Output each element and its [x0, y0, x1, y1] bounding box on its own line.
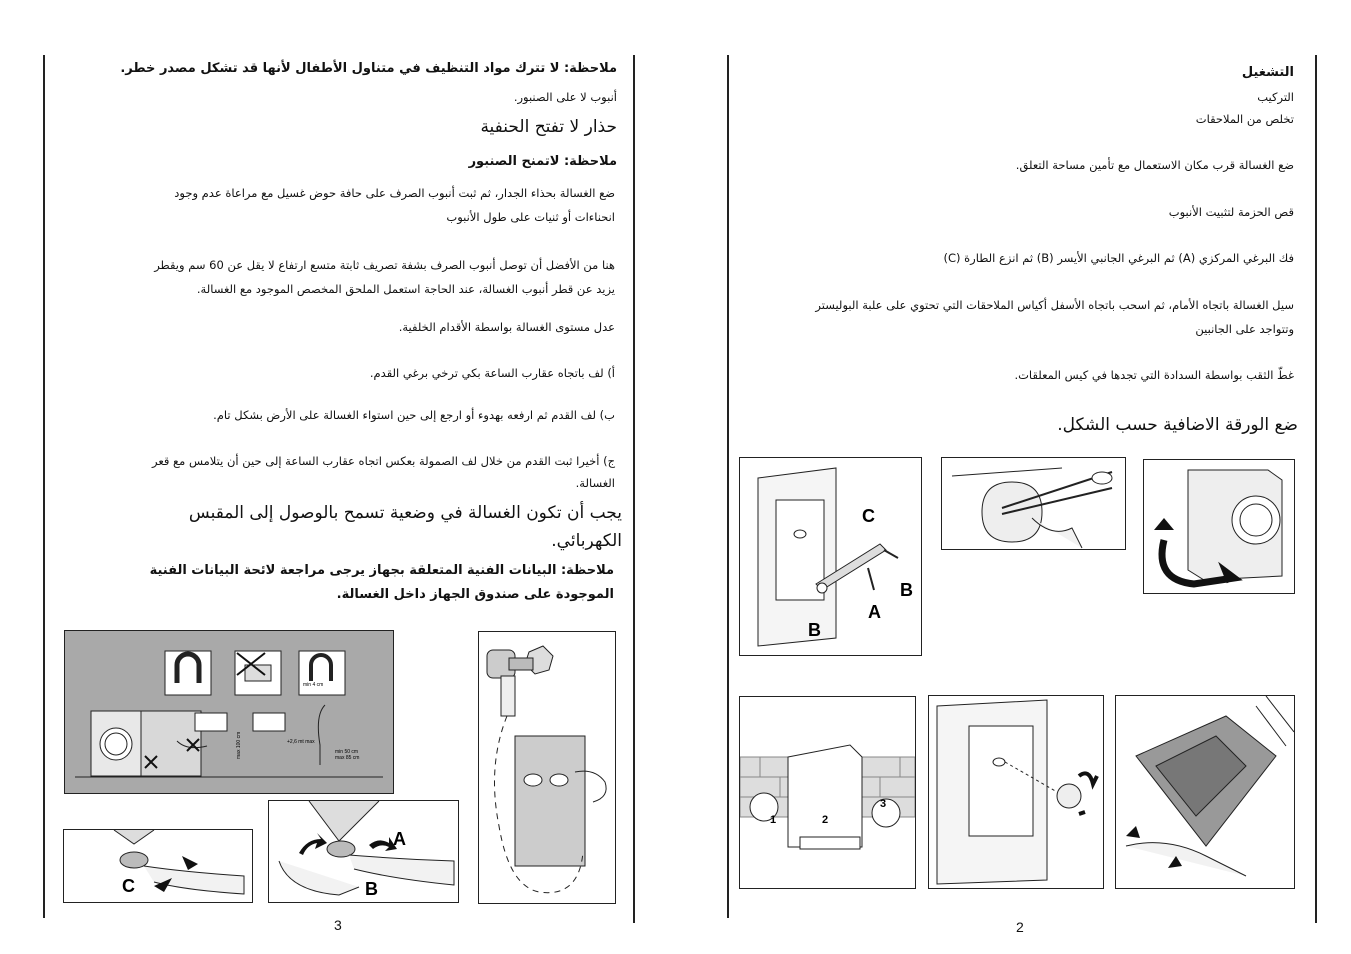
line-place: ضع الغسالة قرب مكان الاستعمال مع تأمين مساحة التعلق.: [1015, 158, 1294, 172]
section-title: التشغيل: [1241, 65, 1294, 80]
line-note: ضع الورقة الاضافية حسب الشكل.: [1057, 415, 1298, 435]
warning-valve: حذار لا تفتح الحنفية: [480, 117, 617, 137]
foot-label-b: B: [365, 879, 378, 899]
remove-bags-drawing: [1116, 696, 1294, 888]
line-bolts: فك البرغي المركزي (A) ثم البرغي الجانبي الأيسر (B) ثم انزع الطارة (C): [943, 251, 1294, 265]
para6-line2: الغسالة.: [575, 476, 615, 490]
para5: ب) لف القدم ثم ارفعه بهدوء أو ارجع إلى حين استواء الغسالة على الأرض بشكل تام.: [213, 408, 615, 422]
line-tilt1: سيل الغسالة باتجاه الأمام، ثم اسحب باتجاه الأسفل أكياس الملاحقات التي تحتوي على علبة البوليستر: [815, 298, 1294, 312]
cover-hole-drawing: [929, 696, 1103, 888]
step-label-1: 1: [770, 814, 777, 826]
foot-adjust-c-figure: [63, 829, 253, 903]
machine-tilt-figure: [1143, 459, 1295, 594]
bolt-label-b-left: B: [808, 620, 821, 640]
para6-line1: ج) أخيرا ثبت القدم من خلال لف الصمولة بعكس اتجاه عقارب الساعة إلى حين أن يتلامس مع قعر: [151, 454, 615, 468]
drain-installation-drawing: [65, 631, 393, 793]
para1-line2: انحناءات أو ثنيات على طول الأنبوب: [446, 210, 615, 224]
tap-hose-figure: [478, 631, 616, 904]
note-tap-title: ملاحظة: لاتمنح الصنبور: [468, 154, 617, 169]
bolt-label-b-right: B: [900, 580, 913, 600]
tap-hose-drawing: [479, 632, 615, 903]
line-cut: قص الحزمة لتثبيت الأنبوب: [1168, 205, 1294, 219]
cover-hole-figure: [928, 695, 1104, 889]
warning-power-line1: يجب أن تكون الغسالة في وضعية تسمح بالوصول إلى المقبس: [188, 503, 622, 523]
step-label-3: 3: [880, 798, 887, 810]
max-85cm-label: max 85 cm: [335, 755, 360, 761]
para4: أ) لف باتجاه عقارب الساعة بكي ترخي برغي القدم.: [369, 366, 615, 380]
foot-adjust-ab-figure: [268, 800, 459, 903]
para2-line1: هنا من الأفضل أن توصل أنبوب الصرف بشفة تصريف ثابتة متسع ارتفاع لا يقل عن 60 سم ويقطر: [154, 258, 615, 272]
left-page-number: 3: [334, 917, 342, 933]
para2-line2: يزيد عن قطر أنبوب الغسالة، عند الحاجة استعمل الملحق المخصص الموجود مع الغسالة.: [196, 282, 615, 296]
min-50cm-label: min 50 cm: [335, 749, 359, 755]
line-remove-packaging: تخلص من الملاحقات: [1195, 112, 1294, 126]
right-page-right-border: [1315, 55, 1317, 923]
para1-line1: ضع الغسالة بحذاء الجدار، ثم ثبت أنبوب الصرف على حافة حوض غسيل مع مراعاة عدم وجود: [174, 186, 615, 200]
machine-back-steps-figure: [739, 696, 916, 889]
step-label-2: 2: [822, 814, 829, 826]
right-page-number: 2: [1016, 919, 1024, 935]
max-2-6mt-label: +2,6 mt max: [287, 739, 315, 745]
min-4cm-label: min 4 cm: [303, 682, 324, 688]
note-spec-line1: ملاحظة: البيانات الفنية المتعلقة بجهاز يرجى مراجعة لائحة البيانات الفنية: [149, 563, 614, 578]
line-close: غطّ الثقب بواسطة السدادة التي تجدها في كيس المعلقات.: [1014, 368, 1294, 382]
bolt-label-a: A: [868, 602, 881, 622]
foot-c-drawing: [64, 830, 252, 902]
note-spec-line2: الموجودة على صندوق الجهاز داخل الغسالة.: [336, 587, 614, 602]
right-page-left-border: [727, 55, 729, 918]
line-tilt2: وتتواجد على الجانبين: [1195, 322, 1294, 336]
machine-back-steps-drawing: [740, 697, 915, 888]
note-softener: ملاحظة: لا تترك مواد التنظيف في متناول الأطفال لأنها قد تشكل مصدر خطر.: [120, 61, 617, 76]
cut-strap-figure: [941, 457, 1126, 550]
foot-label-c: C: [122, 876, 135, 896]
machine-tilt-drawing: [1144, 460, 1294, 593]
max-100cm-label: max 100 cm: [236, 731, 242, 759]
foot-label-a: A: [393, 829, 406, 849]
drain-installation-figure: [64, 630, 394, 794]
bolt-label-c: C: [862, 506, 875, 526]
para3: عدل مستوى الغسالة بواسطة الأقدام الخلفية.: [398, 320, 615, 334]
transit-bolts-figure: [739, 457, 922, 656]
foot-ab-drawing: [269, 801, 458, 902]
cut-strap-drawing: [942, 458, 1125, 549]
left-page-left-border: [43, 55, 45, 918]
remove-bags-figure: [1115, 695, 1295, 889]
transit-bolts-drawing: [740, 458, 921, 655]
pipe-note: أنبوب لا على الصنبور.: [513, 90, 617, 104]
section-subtitle: التركيب: [1257, 90, 1294, 104]
warning-power-line2: الكهربائي.: [551, 531, 622, 551]
left-page-right-border: [633, 55, 635, 923]
